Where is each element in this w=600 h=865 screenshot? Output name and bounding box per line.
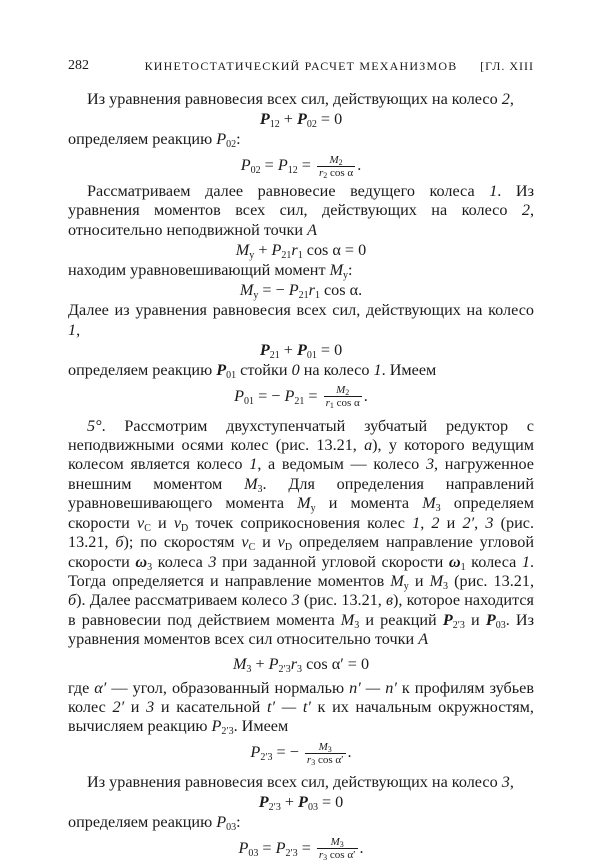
equation-1: $P_{12} + P_{02} = 0$ — [259, 110, 343, 131]
running-header — [68, 58, 534, 80]
fraction: $\frac{M_2}{r_1 \cos \alpha}$ — [325, 384, 360, 411]
equation-9: $P_{2'3} + P_{03} = 0$ — [258, 793, 344, 814]
equation-8: $P_{2'3}$ = − $\frac{M_3}{r_3 \cos \alpha'}$ . — [250, 740, 352, 767]
fraction: $\frac{M_2}{r_2 \cos \alpha}$ — [318, 153, 354, 180]
paragraph-9: Из уравнения равновесия всех сил, действующих на колесо 3, — [87, 772, 514, 791]
paragraph-8: где α′ — угол, образованный нормалью n′ — n′ к профилям зубьев колес 2′ и 3 и касательной t′ — t′ к их начальным окружностям, вычисляем реакцию $P_{2'3}$. Имеем — [68, 678, 534, 738]
paragraph-6: определяем реакцию $P_{01}$ стойки 0 на колесо 1. Имеем — [68, 361, 437, 382]
running-title: КИНЕТОСТАТИЧЕСКИЙ РАСЧЕТ МЕХАНИЗМОВ — [144, 59, 458, 73]
paragraph-1: Из уравнения равновесия всех сил, действующих на колесо 2, — [87, 90, 514, 108]
equation-7: $M_3 + P_{2'3}r_3$ cos α′ = 0 — [232, 654, 370, 675]
paragraph-2: определяем реакцию $P_{02}$: — [68, 130, 241, 151]
paragraph-3: Рассматриваем далее равновесие ведущего колеса 1. Из уравнения моментов всех сил, действующих на колесо 2, относительно неподвижной точки A — [68, 181, 534, 239]
equation-6: $P_{01}$ = − $P_{21}$ = $\frac{M_2}{r_1 \cos \alpha}$ . — [234, 384, 368, 411]
chapter-label: [ГЛ. XIII — [480, 59, 534, 73]
paragraph-7: 5°. Рассмотрим двухступенчатый зубчатый редуктор с неподвижными осями колес (рис. 13.21, а), у которого ведущим колесом является колесо 1, а ведомым — колесо 3, нагруженное внешним моментом $M_3$. Для определения направлений уравновешивающего момента $M_у$ и момента $M_3$ определяем скорости $v_C$ и $v_D$ точек соприкосновения колес 1, 2 и 2′, 3 (рис. 13.21, б); по скоростям $v_C$ и $v_D$ определяем направление угловой скорости $\omega_3$ колеса 3 при заданной угловой скорости $\omega_1$ колеса 1. Тогда определяется и направление моментов $M_у$ и $M_3$ (рис. 13.21, б). Далее рассматриваем колесо 3 (рис. 13.21, в), которое находится в равновесии под действием момента $M_3$ и реакций $P_{2'3}$ и $P_{03}$. Из уравнения моментов всех сил относительно точки A — [68, 416, 535, 649]
page-body — [68, 90, 534, 865]
paragraph-10: определяем реакцию $P_{03}$: — [68, 813, 241, 834]
equation-3: $M_у + P_{21}r_1$ cos α = 0 — [235, 241, 367, 262]
equation-5: $P_{21} + P_{01} = 0$ — [259, 341, 343, 362]
paragraph-5: Далее из уравнения равновесия всех сил, действующих на колесо 1, — [68, 301, 534, 339]
equation-4: $M_у$ = − $P_{21}r_1$ cos α. — [239, 281, 363, 302]
paragraph-4: находим уравновешивающий момент $M_у$: — [68, 261, 353, 282]
equation-2: $P_{02} = P_{12}$ = $\frac{M_2}{r_2 \cos \alpha}$ . — [240, 153, 362, 180]
book-page — [68, 58, 534, 865]
fraction: $\frac{M_3}{r_3 \cos \alpha'}$ — [318, 836, 356, 863]
equation-10: $P_{03} = P_{2'3}$ = $\frac{M_3}{r_3 \cos \alpha'}$ . — [238, 836, 364, 863]
fraction: $\frac{M_3}{r_3 \cos \alpha'}$ — [306, 740, 344, 767]
page-number: 282 — [68, 58, 89, 73]
